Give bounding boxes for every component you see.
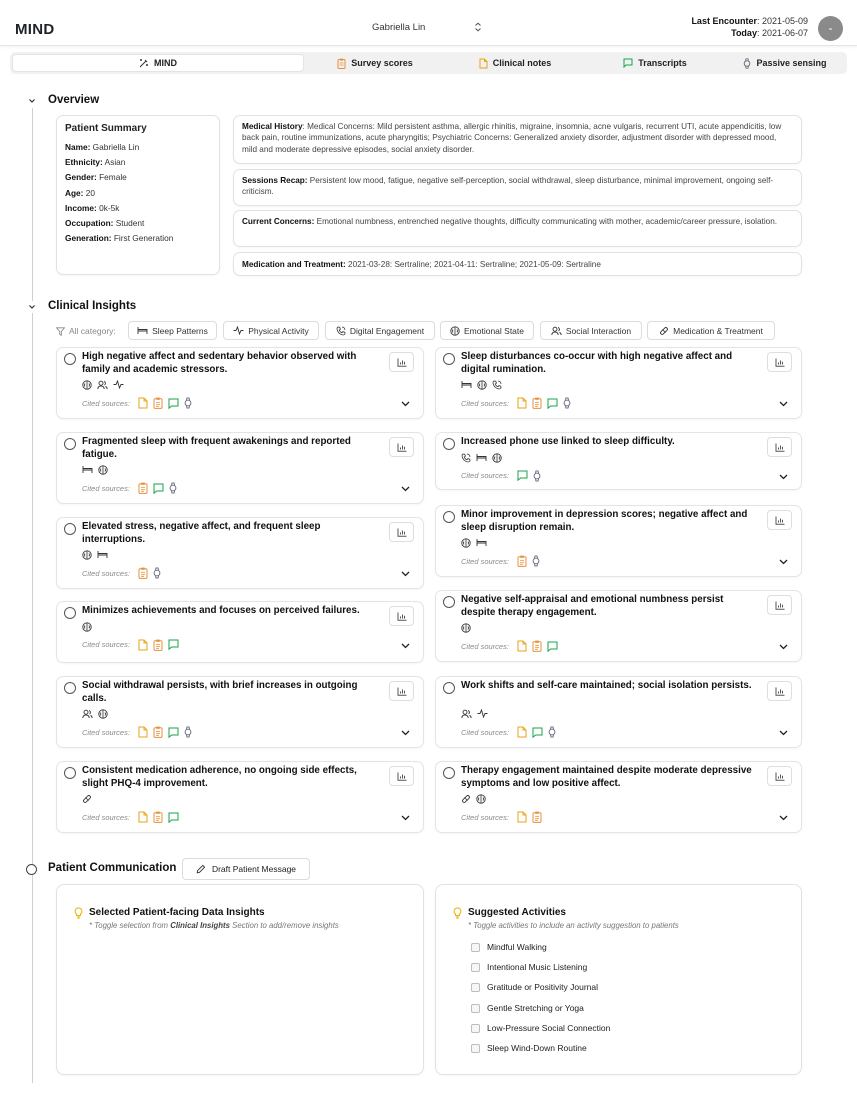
top-bar bbox=[0, 0, 857, 46]
insight-card[interactable] bbox=[56, 517, 424, 589]
chip-label: Medication & Treatment bbox=[673, 325, 763, 336]
bar-chart-icon bbox=[775, 601, 785, 610]
medication-card bbox=[233, 252, 802, 276]
chevron-down-icon[interactable] bbox=[779, 474, 788, 480]
phone-icon bbox=[461, 453, 471, 463]
summary-row-ethnicity: Ethnicity: Asian bbox=[65, 157, 126, 168]
insight-title: Elevated stress, negative affect, and frequent sleep interruptions. bbox=[82, 521, 321, 545]
view-chart-button[interactable] bbox=[767, 352, 792, 372]
cited-sources-label: Cited sources: bbox=[82, 568, 130, 578]
watch-icon bbox=[743, 58, 751, 69]
sessions-recap-card bbox=[233, 169, 802, 206]
users-icon bbox=[461, 709, 472, 719]
insight-select-radio[interactable] bbox=[64, 523, 76, 535]
selected-insights-panel bbox=[56, 884, 424, 1075]
insight-card[interactable] bbox=[435, 347, 802, 419]
tab-mind[interactable] bbox=[12, 54, 304, 72]
current-concerns-card bbox=[233, 210, 802, 247]
survey-icon[interactable] bbox=[532, 640, 542, 652]
chip-label: Physical Activity bbox=[248, 325, 309, 336]
phone-icon bbox=[492, 380, 502, 390]
insight-title: High negative affect and sedentary behavior observed with family and academic stressors. bbox=[82, 351, 357, 375]
view-chart-button[interactable] bbox=[767, 510, 792, 530]
summary-row-name: Name: Gabriella Lin bbox=[65, 142, 140, 152]
insight-category-icons bbox=[82, 794, 92, 804]
draft-patient-message-button[interactable] bbox=[182, 858, 310, 880]
insight-select-radio[interactable] bbox=[64, 607, 76, 619]
selector-chevrons-icon[interactable] bbox=[474, 22, 482, 32]
clipboard-icon bbox=[337, 58, 346, 69]
chevron-down-icon[interactable] bbox=[401, 815, 410, 821]
insight-category-icons bbox=[82, 709, 108, 719]
brain-icon bbox=[450, 326, 460, 336]
patient-summary-title: Patient Summary bbox=[65, 123, 147, 134]
cited-sources-label: Cited sources: bbox=[461, 398, 509, 408]
chevron-down-icon[interactable] bbox=[401, 571, 410, 577]
selected-insights-hint: * Toggle selection from Clinical Insights Section to add/remove insights bbox=[89, 921, 339, 930]
phone-icon bbox=[336, 326, 346, 336]
cited-sources bbox=[82, 726, 192, 738]
chevron-down-icon[interactable] bbox=[401, 486, 410, 492]
insight-category-icons bbox=[82, 550, 108, 560]
tab-bar bbox=[10, 52, 847, 74]
insight-select-radio[interactable] bbox=[443, 511, 455, 523]
chevron-down-icon[interactable] bbox=[779, 815, 788, 821]
cited-sources-label: Cited sources: bbox=[82, 812, 130, 822]
bed-icon bbox=[137, 326, 148, 335]
insight-title: Social withdrawal persists, with brief increases in outgoing calls. bbox=[82, 680, 358, 704]
insight-card[interactable] bbox=[435, 505, 802, 577]
bed-icon bbox=[82, 465, 93, 475]
transcript-icon[interactable] bbox=[168, 727, 179, 738]
activity-checkbox[interactable] bbox=[471, 983, 480, 992]
survey-icon[interactable] bbox=[153, 726, 163, 738]
survey-icon[interactable] bbox=[532, 397, 542, 409]
medical-history-card bbox=[233, 115, 802, 164]
view-chart-button[interactable] bbox=[767, 437, 792, 457]
cited-sources-label: Cited sources: bbox=[461, 641, 509, 651]
cited-sources-label: Cited sources: bbox=[82, 727, 130, 737]
cited-sources bbox=[461, 555, 540, 567]
passive-sensing-icon[interactable] bbox=[533, 470, 541, 482]
bar-chart-icon bbox=[775, 358, 785, 367]
brain-icon bbox=[82, 380, 92, 390]
insight-select-radio[interactable] bbox=[443, 596, 455, 608]
chip-label: Emotional State bbox=[463, 325, 524, 336]
bar-chart-icon bbox=[775, 687, 785, 696]
brain-icon bbox=[461, 538, 471, 548]
activity-item[interactable] bbox=[471, 1043, 587, 1053]
medication-text: 2021-03-28: Sertraline; 2021-04-11: Sertraline; 2021-05-09: Sertraline bbox=[345, 260, 601, 269]
clinical-note-icon[interactable] bbox=[138, 726, 148, 738]
bar-chart-icon bbox=[775, 516, 785, 525]
cited-sources bbox=[82, 639, 179, 651]
patient-summary-card bbox=[56, 115, 220, 275]
cited-sources-label: Cited sources: bbox=[82, 640, 130, 649]
transcript-icon[interactable] bbox=[547, 398, 558, 409]
cited-sources bbox=[461, 397, 571, 409]
brain-icon bbox=[476, 794, 486, 804]
insight-title: Minimizes achievements and focuses on perceived failures. bbox=[82, 605, 360, 616]
all-category-filter[interactable] bbox=[56, 326, 116, 336]
chip-label: Social Interaction bbox=[565, 325, 632, 336]
overview-title: Overview bbox=[48, 94, 100, 106]
view-chart-button[interactable] bbox=[389, 437, 414, 457]
summary-row-generation: Generation: First Generation bbox=[65, 233, 174, 244]
transcript-icon[interactable] bbox=[547, 641, 558, 652]
insight-title: Consistent medication adherence, no ongoing side effects, slight PHQ-4 improvement. bbox=[82, 765, 357, 789]
bar-chart-icon bbox=[397, 528, 407, 537]
sessions-recap-label: Sessions Recap: bbox=[242, 176, 308, 185]
passive-sensing-icon[interactable] bbox=[184, 397, 192, 409]
cited-sources-label: Cited sources: bbox=[461, 812, 509, 822]
tab-clinical-notes[interactable] bbox=[460, 54, 570, 72]
insight-card[interactable] bbox=[56, 761, 424, 833]
transcript-icon[interactable] bbox=[168, 398, 179, 409]
clinical-insights-collapse-toggle[interactable] bbox=[26, 301, 38, 313]
insight-title: Sleep disturbances co-occur with high negative affect and digital rumination. bbox=[461, 351, 733, 375]
insight-category-icons bbox=[461, 709, 488, 719]
selected-insights-title: Selected Patient-facing Data Insights bbox=[89, 907, 265, 918]
users-icon bbox=[551, 326, 562, 336]
cited-sources-label: Cited sources: bbox=[82, 483, 130, 493]
current-concerns-label: Current Concerns: bbox=[242, 217, 315, 226]
activity-checkbox[interactable] bbox=[471, 1024, 480, 1033]
cited-sources bbox=[461, 470, 541, 482]
last-encounter-label: Last Encounter bbox=[691, 16, 757, 26]
bed-icon bbox=[461, 380, 472, 390]
brain-icon bbox=[82, 622, 92, 632]
chevron-down-icon[interactable] bbox=[401, 401, 410, 407]
summary-row-gender: Gender: Female bbox=[65, 172, 127, 183]
activity-label: Low-Pressure Social Connection bbox=[487, 1023, 611, 1033]
app-logo: MIND bbox=[15, 21, 55, 38]
insight-category-icons bbox=[461, 794, 486, 804]
suggested-activities-title: Suggested Activities bbox=[468, 907, 566, 918]
clinical-note-icon[interactable] bbox=[517, 811, 527, 823]
current-concerns-text: Emotional numbness, entrenched negative thoughts, difficulty communicating with mother, academic/career pressure, isolation. bbox=[314, 217, 778, 226]
draft-button-label: Draft Patient Message bbox=[211, 864, 297, 874]
insight-title: Increased phone use linked to sleep difficulty. bbox=[461, 436, 675, 447]
summary-row-age: Age: 20 bbox=[65, 187, 95, 198]
patient-selector[interactable]: Gabriella Lin bbox=[372, 22, 426, 33]
insight-select-radio[interactable] bbox=[64, 767, 76, 779]
view-chart-button[interactable] bbox=[389, 522, 414, 542]
survey-icon[interactable] bbox=[517, 555, 527, 567]
insight-title: Fragmented sleep with frequent awakenings and reported fatigue. bbox=[82, 436, 351, 460]
insight-title: Negative self-appraisal and emotional numbness persist despite therapy engagement. bbox=[461, 594, 724, 618]
users-icon bbox=[97, 380, 108, 390]
activity-label: Gratitude or Positivity Journal bbox=[487, 982, 599, 992]
bar-chart-icon bbox=[397, 772, 407, 781]
insight-select-radio[interactable] bbox=[64, 353, 76, 365]
insight-select-radio[interactable] bbox=[64, 438, 76, 450]
passive-sensing-icon[interactable] bbox=[169, 482, 177, 494]
chevron-down-icon[interactable] bbox=[779, 401, 788, 407]
bar-chart-icon bbox=[397, 612, 407, 621]
activity-item[interactable] bbox=[471, 942, 547, 952]
brain-icon bbox=[477, 380, 487, 390]
lightbulb-icon bbox=[74, 907, 83, 919]
today-label: Today bbox=[731, 28, 757, 38]
activity-icon bbox=[113, 380, 124, 390]
view-chart-button[interactable] bbox=[389, 681, 414, 701]
tab-label: Transcripts bbox=[638, 58, 687, 68]
brain-icon bbox=[98, 465, 108, 475]
passive-sensing-icon[interactable] bbox=[548, 726, 556, 738]
avatar[interactable]: - bbox=[818, 16, 843, 41]
survey-icon[interactable] bbox=[138, 567, 148, 579]
cited-sources-label: Cited sources: bbox=[82, 398, 130, 408]
activity-label: Gentle Stretching or Yoga bbox=[487, 1003, 584, 1013]
medical-history-text: : Medical Concerns: Mild persistent asthma, allergic rhinitis, migraine, insomnia, acne vulgaris, recurrent UTI, acute appendicitis, low back pain, routine immunizations, acute pharyngitis; Psychiatric Concerns: Generalized anxiety disorder, adjustment disorder with depressed mood, mild and moderate depressive episodes, social anxiety disorder. bbox=[242, 122, 782, 154]
bar-chart-icon bbox=[775, 443, 785, 452]
transcript-icon[interactable] bbox=[517, 470, 528, 481]
insight-card[interactable] bbox=[56, 432, 424, 504]
suggested-activities-panel bbox=[435, 884, 802, 1075]
chevron-down-icon[interactable] bbox=[779, 559, 788, 565]
brain-icon bbox=[492, 453, 502, 463]
tab-label: Survey scores bbox=[351, 58, 413, 68]
clinical-note-icon[interactable] bbox=[138, 811, 148, 823]
pencil-icon bbox=[196, 864, 206, 874]
cited-sources bbox=[82, 567, 161, 579]
insight-card[interactable] bbox=[435, 761, 802, 833]
transcript-icon[interactable] bbox=[153, 483, 164, 494]
chip-label: Sleep Patterns bbox=[152, 325, 208, 336]
summary-row-occupation: Occupation: Student bbox=[65, 218, 145, 229]
chevron-down-icon[interactable] bbox=[401, 643, 410, 649]
medical-history-label: Medical History bbox=[242, 122, 303, 131]
insight-title: Work shifts and self-care maintained; social isolation persists. bbox=[461, 680, 752, 691]
filter-chip-sleep-patterns[interactable] bbox=[128, 321, 217, 340]
insight-title: Therapy engagement maintained despite moderate depressive symptoms and low positive affect. bbox=[461, 765, 752, 789]
filter-chip-medication-treatment[interactable] bbox=[647, 321, 775, 340]
clinical-note-icon[interactable] bbox=[517, 726, 527, 738]
suggested-activities-hint: * Toggle activities to include an activity suggestion to patients bbox=[468, 921, 679, 930]
cited-sources bbox=[82, 482, 177, 494]
brain-icon bbox=[98, 709, 108, 719]
insight-title: Minor improvement in depression scores; negative affect and sleep disruption remain. bbox=[461, 509, 748, 533]
passive-sensing-icon[interactable] bbox=[153, 567, 161, 579]
survey-icon[interactable] bbox=[138, 482, 148, 494]
today-value: : 2021-06-07 bbox=[756, 28, 808, 38]
pill-icon bbox=[659, 326, 669, 336]
insight-card[interactable] bbox=[56, 347, 424, 419]
category-filter-row bbox=[56, 322, 122, 340]
survey-icon[interactable] bbox=[532, 811, 542, 823]
overview-collapse-toggle[interactable] bbox=[26, 95, 38, 107]
clinical-note-icon[interactable] bbox=[517, 397, 527, 409]
brain-icon bbox=[461, 623, 471, 633]
users-icon bbox=[82, 709, 93, 719]
bar-chart-icon bbox=[397, 443, 407, 452]
insight-select-radio[interactable] bbox=[443, 767, 455, 779]
pill-icon bbox=[461, 794, 471, 804]
bar-chart-icon bbox=[397, 358, 407, 367]
clinical-note-icon[interactable] bbox=[138, 639, 148, 651]
sessions-recap-text: Persistent low mood, fatigue, negative self-perception, social withdrawal, sleep disturbance, minimal improvement, ongoing self-criticism. bbox=[242, 176, 774, 197]
insight-select-radio[interactable] bbox=[443, 682, 455, 694]
bar-chart-icon bbox=[775, 772, 785, 781]
wand-icon bbox=[139, 58, 149, 68]
clinical-note-icon[interactable] bbox=[138, 397, 148, 409]
insight-select-radio[interactable] bbox=[443, 353, 455, 365]
activity-checkbox[interactable] bbox=[471, 963, 480, 972]
filter-icon bbox=[56, 327, 65, 336]
insight-card[interactable] bbox=[435, 432, 802, 490]
insight-category-icons bbox=[461, 453, 502, 463]
transcript-icon[interactable] bbox=[168, 639, 179, 650]
clinical-note-icon[interactable] bbox=[517, 640, 527, 652]
chevron-down-icon[interactable] bbox=[779, 730, 788, 736]
lightbulb-icon bbox=[453, 907, 462, 919]
activity-checkbox[interactable] bbox=[471, 943, 480, 952]
activity-label: Mindful Walking bbox=[487, 942, 547, 952]
tab-passive-sensing[interactable] bbox=[730, 54, 840, 72]
insight-category-icons bbox=[82, 622, 92, 632]
insight-select-radio[interactable] bbox=[443, 438, 455, 450]
message-icon bbox=[623, 58, 633, 68]
bed-icon bbox=[476, 453, 487, 463]
tab-label: Passive sensing bbox=[756, 58, 827, 68]
file-icon bbox=[479, 58, 488, 69]
insight-category-icons bbox=[82, 465, 108, 475]
insight-category-icons bbox=[461, 380, 502, 390]
medication-label: Medication and Treatment: bbox=[242, 260, 346, 269]
activity-icon bbox=[477, 709, 488, 719]
tab-label: Clinical notes bbox=[492, 58, 552, 68]
cited-sources bbox=[82, 397, 192, 409]
insight-card[interactable] bbox=[56, 676, 424, 748]
survey-icon[interactable] bbox=[153, 397, 163, 409]
view-chart-button[interactable] bbox=[389, 352, 414, 372]
view-chart-button[interactable] bbox=[389, 766, 414, 786]
activity-item[interactable] bbox=[471, 1023, 610, 1033]
survey-icon[interactable] bbox=[153, 639, 163, 651]
cited-sources-label: Cited sources: bbox=[461, 727, 509, 737]
activity-item[interactable] bbox=[471, 1003, 584, 1013]
filter-label: All category: bbox=[69, 326, 116, 336]
patient-communication-toggle[interactable] bbox=[26, 864, 37, 875]
filter-chip-emotional-state[interactable] bbox=[440, 321, 534, 340]
filter-chip-physical-activity[interactable] bbox=[223, 321, 319, 340]
cited-sources bbox=[461, 726, 556, 738]
survey-icon[interactable] bbox=[153, 811, 163, 823]
encounter-info bbox=[691, 15, 808, 39]
filter-chip-digital-engagement[interactable] bbox=[325, 321, 435, 340]
passive-sensing-icon[interactable] bbox=[184, 726, 192, 738]
cited-sources-label: Cited sources: bbox=[461, 471, 509, 480]
insight-category-icons bbox=[82, 380, 124, 390]
activity-checkbox[interactable] bbox=[471, 1044, 480, 1053]
insight-category-icons bbox=[461, 623, 471, 633]
passive-sensing-icon[interactable] bbox=[563, 397, 571, 409]
cited-sources bbox=[461, 811, 542, 823]
view-chart-button[interactable] bbox=[767, 595, 792, 615]
insight-card[interactable] bbox=[435, 676, 802, 748]
activity-item[interactable] bbox=[471, 962, 587, 972]
clinical-insights-title: Clinical Insights bbox=[48, 300, 137, 312]
activity-item[interactable] bbox=[471, 982, 598, 992]
tab-survey-scores[interactable] bbox=[320, 54, 430, 72]
pill-icon bbox=[82, 794, 92, 804]
view-chart-button[interactable] bbox=[767, 681, 792, 701]
passive-sensing-icon[interactable] bbox=[532, 555, 540, 567]
transcript-icon[interactable] bbox=[532, 727, 543, 738]
insight-select-radio[interactable] bbox=[64, 682, 76, 694]
activity-checkbox[interactable] bbox=[471, 1004, 480, 1013]
view-chart-button[interactable] bbox=[389, 606, 414, 626]
timeline-line bbox=[32, 108, 33, 1083]
cited-sources bbox=[461, 640, 558, 652]
tab-transcripts[interactable] bbox=[600, 54, 710, 72]
chip-label: Digital Engagement bbox=[349, 325, 425, 336]
tab-label: MIND bbox=[154, 58, 177, 68]
activity-label: Sleep Wind-Down Routine bbox=[487, 1043, 587, 1053]
bed-icon bbox=[97, 550, 108, 560]
last-encounter-value: : 2021-05-09 bbox=[756, 16, 808, 26]
cited-sources bbox=[82, 811, 179, 823]
view-chart-button[interactable] bbox=[767, 766, 792, 786]
filter-chip-social-interaction[interactable] bbox=[540, 321, 642, 340]
insight-category-icons bbox=[461, 538, 487, 548]
activity-icon bbox=[233, 326, 244, 335]
bed-icon bbox=[476, 538, 487, 548]
cited-sources-label: Cited sources: bbox=[461, 556, 509, 566]
activity-label: Intentional Music Listening bbox=[487, 962, 588, 972]
transcript-icon[interactable] bbox=[168, 812, 179, 823]
brain-icon bbox=[82, 550, 92, 560]
chevron-down-icon[interactable] bbox=[779, 644, 788, 650]
summary-row-income: Income: 0k-5k bbox=[65, 202, 120, 213]
patient-communication-title: Patient Communication bbox=[48, 862, 177, 874]
insight-card[interactable] bbox=[435, 590, 802, 662]
insight-card[interactable] bbox=[56, 601, 424, 663]
bar-chart-icon bbox=[397, 687, 407, 696]
chevron-down-icon[interactable] bbox=[401, 730, 410, 736]
